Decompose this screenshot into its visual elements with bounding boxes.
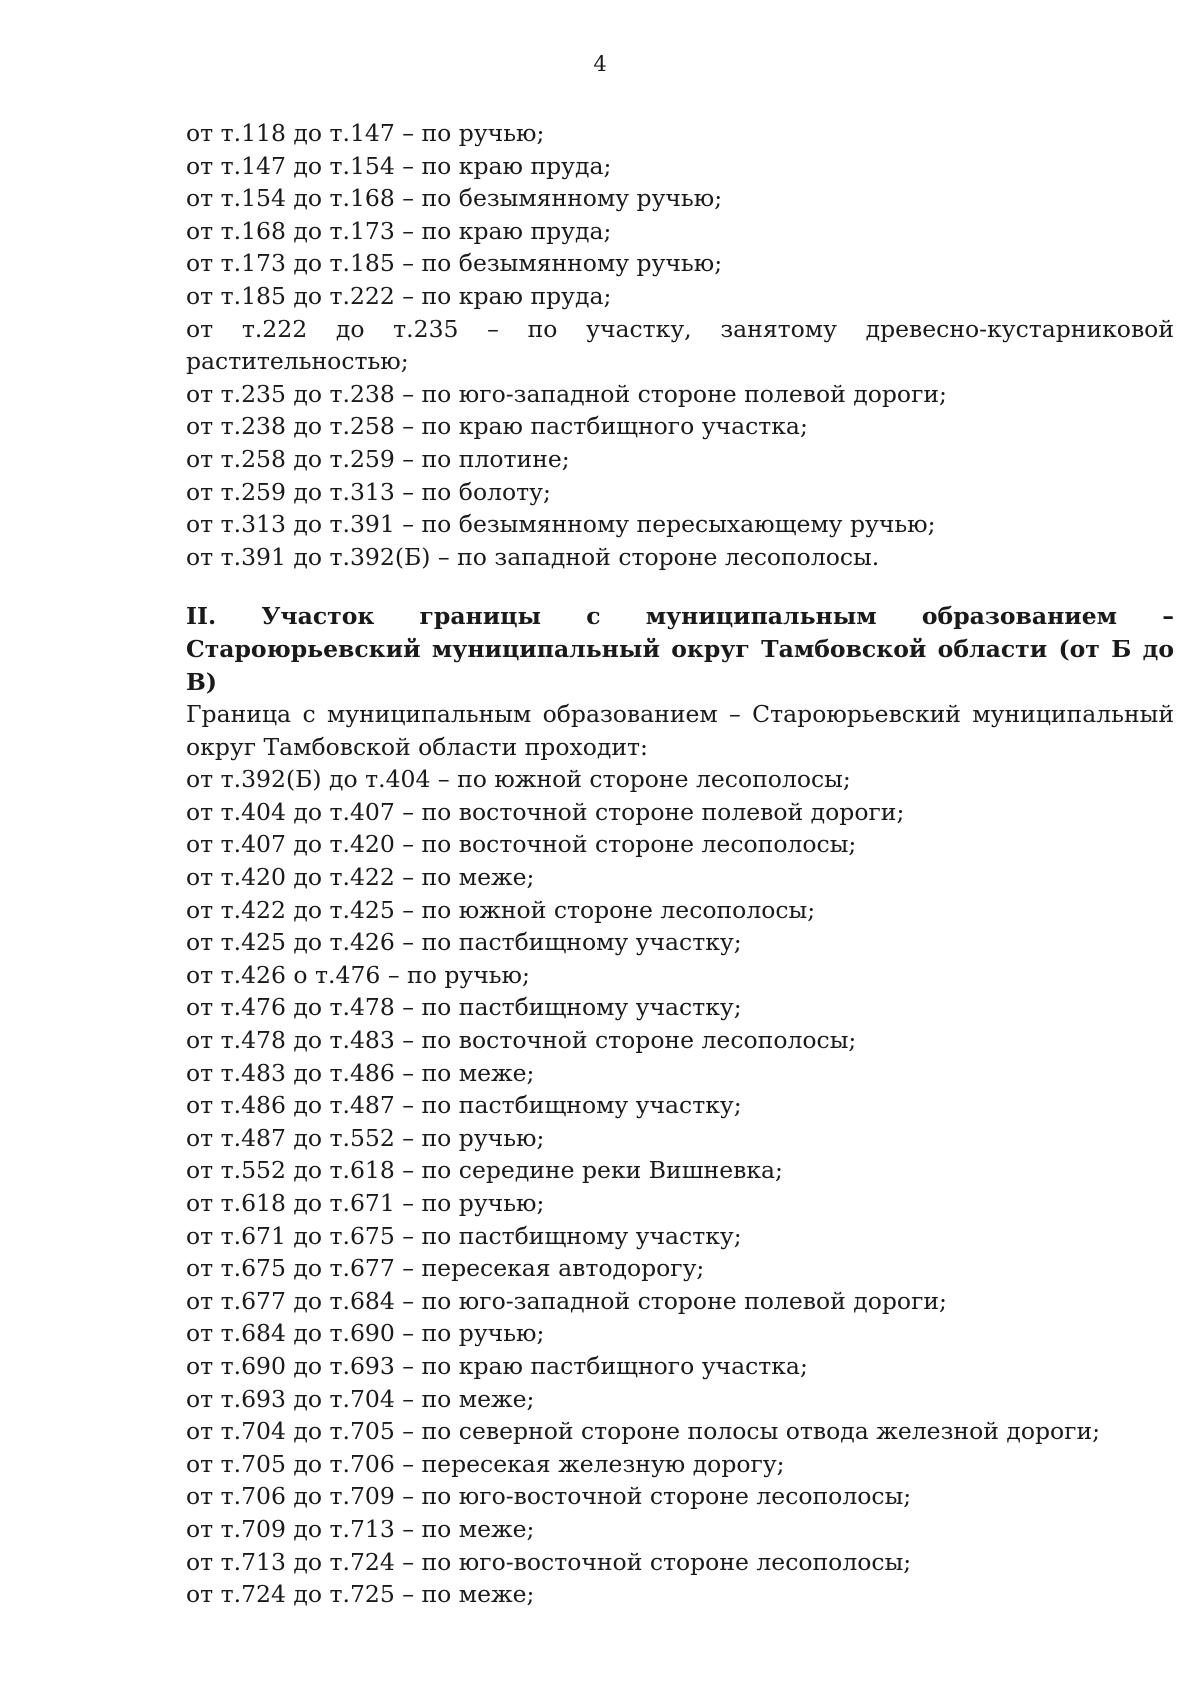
boundary-segment: от т.476 до т.478 – по пастбищному участку; [186, 993, 742, 1022]
boundary-segment: от т.238 до т.258 – по краю пастбищного участка; [186, 412, 808, 441]
boundary-segment: от т.422 до т.425 – по южной стороне лесополосы; [186, 895, 816, 924]
boundary-segment: от т.618 до т.671 – по ручью; [186, 1189, 545, 1217]
boundary-segment: от т.259 до т.313 – по болоту; [186, 477, 551, 506]
boundary-segment: от т.420 до т.422 – по меже; [186, 863, 535, 892]
boundary-segment: от т.671 до т.675 – по пастбищному участку; [186, 1221, 742, 1250]
boundary-segment: от т.713 до т.724 – по юго-восточной стороне лесополосы; [186, 1547, 912, 1576]
boundary-segment: от т.704 до т.705 – по северной стороне полосы отвода железной дороги; [186, 1417, 1101, 1446]
boundary-segment: от т.313 до т.391 – по безымянному пересыхающему ручью; [186, 510, 936, 539]
boundary-segment: от т.675 до т.677 – пересекая автодорогу; [186, 1254, 705, 1283]
boundary-segment: от т.483 до т.486 – по меже; [186, 1058, 535, 1087]
boundary-segment: от т.154 до т.168 – по безымянному ручью; [186, 184, 723, 213]
boundary-segment: от т.425 до т.426 – по пастбищному участку; [186, 928, 742, 957]
boundary-segment: от т.168 до т.173 – по краю пруда; [186, 216, 612, 245]
boundary-segment: от т.407 до т.420 – по восточной стороне лесополосы; [186, 830, 857, 859]
boundary-segment: от т.147 до т.154 – по краю пруда; [186, 151, 612, 180]
boundary-segment: от т.487 до т.552 – по ручью; [186, 1123, 545, 1152]
boundary-segment: от т.118 до т.147 – по ручью; [186, 119, 545, 147]
boundary-segment: от т.706 до т.709 – по юго-восточной стороне лесополосы; [186, 1482, 912, 1511]
document-body [186, 117, 1174, 1611]
boundary-segment: от т.185 до т.222 – по краю пруда; [186, 281, 612, 310]
boundary-segment: от т.552 до т.618 – по середине реки Вишневка; [186, 1156, 783, 1185]
boundary-segment: от т.426 о т.476 – по ручью; [186, 960, 530, 989]
boundary-segment: от т.222 до т.235 – по участку, занятому древесно-кустарниковой растительностью; [186, 314, 1174, 376]
boundary-segment: от т.486 до т.487 – по пастбищному участку; [186, 1091, 742, 1120]
boundary-segment: от т.235 до т.238 – по юго-западной стороне полевой дороги; [186, 379, 947, 408]
boundary-segment: от т.258 до т.259 – по плотине; [186, 444, 570, 473]
boundary-segment: от т.709 до т.713 – по меже; [186, 1514, 535, 1543]
boundary-segment: от т.404 до т.407 – по восточной стороне полевой дороги; [186, 797, 905, 826]
section-intro: Граница с муниципальным образованием – Староюрьевский муниципальный округ Тамбовской области проходит: [186, 700, 1174, 761]
boundary-segment: от т.392(Б) до т.404 – по южной стороне лесополосы; [186, 765, 851, 794]
section-1-list [186, 117, 1174, 573]
section-2-list [186, 763, 1174, 1610]
boundary-segment: от т.391 до т.392(Б) – по западной стороне лесополосы. [186, 542, 880, 571]
boundary-segment: от т.724 до т.725 – по меже; [186, 1580, 535, 1609]
boundary-segment: от т.173 до т.185 – по безымянному ручью; [186, 249, 723, 278]
boundary-segment: от т.684 до т.690 – по ручью; [186, 1319, 545, 1348]
boundary-segment: от т.705 до т.706 – пересекая железную дорогу; [186, 1449, 785, 1478]
boundary-segment: от т.478 до т.483 – по восточной стороне лесополосы; [186, 1026, 857, 1055]
boundary-segment: от т.693 до т.704 – по меже; [186, 1384, 535, 1413]
page-number: 4 [593, 52, 607, 76]
boundary-segment: от т.677 до т.684 – по юго-западной стороне полевой дороги; [186, 1286, 947, 1315]
boundary-segment: от т.690 до т.693 – по краю пастбищного участка; [186, 1351, 808, 1380]
section-heading: II. Участок границы с муниципальным образованием – Староюрьевский муниципальный округ Тамбовской области (от Б до В) [186, 602, 1174, 696]
